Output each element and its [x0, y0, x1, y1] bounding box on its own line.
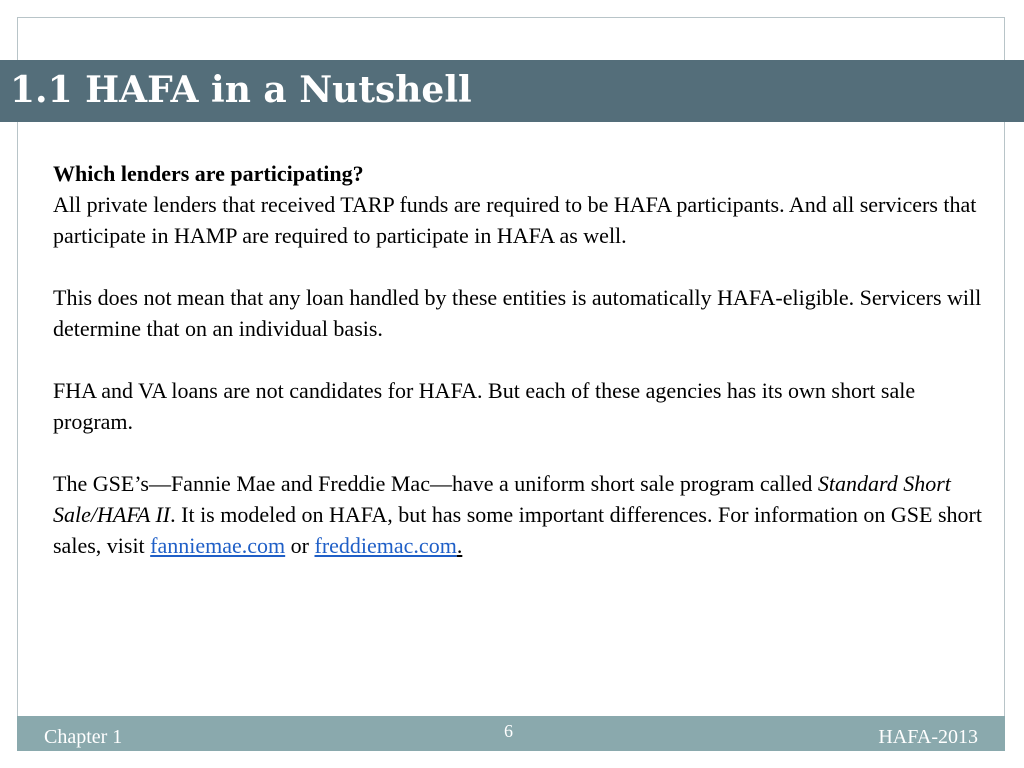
paragraph-3: FHA and VA loans are not candidates for HAFA. But each of these agencies has its own short sale program. [53, 378, 916, 434]
title-bar [0, 60, 1024, 122]
footer-chapter: Chapter 1 [44, 726, 123, 748]
paragraph-1-text: All private lenders that received TARP funds are required to be HAFA participants. And all servicers that participate in HAMP are required to participate in HAFA as well. [53, 192, 977, 248]
paragraph-lenders [53, 158, 983, 251]
footer-course: HAFA-2013 [878, 726, 978, 748]
paragraph-2: This does not mean that any loan handled by these entities is automatically HAFA-eligible. Servicers will determine that on an individual basis. [53, 285, 982, 341]
paragraph-4 [53, 468, 983, 561]
paragraph-4-part2: . It is modeled on HAFA, but has some important differences. For information on GSE short sales, visit [53, 502, 982, 558]
paragraph-4-part1: The GSE’s—Fannie Mae and Freddie Mac—have a uniform short sale program called [53, 471, 818, 496]
slide-title: 1.1 HAFA in a Nutshell [10, 69, 472, 111]
footer-bar [17, 716, 1005, 751]
fanniemae-link[interactable]: fanniemae.com [150, 533, 286, 558]
paragraph-4-part3: or [285, 533, 315, 558]
program-name: Standard Short Sale/HAFA II [53, 471, 951, 527]
page-number: 6 [504, 721, 513, 741]
freddiemac-link[interactable]: freddiemac.com [314, 533, 457, 558]
section-heading: Which lenders are participating? [53, 161, 364, 186]
paragraph-4-part4: . [456, 533, 463, 558]
slide-content [53, 158, 983, 592]
